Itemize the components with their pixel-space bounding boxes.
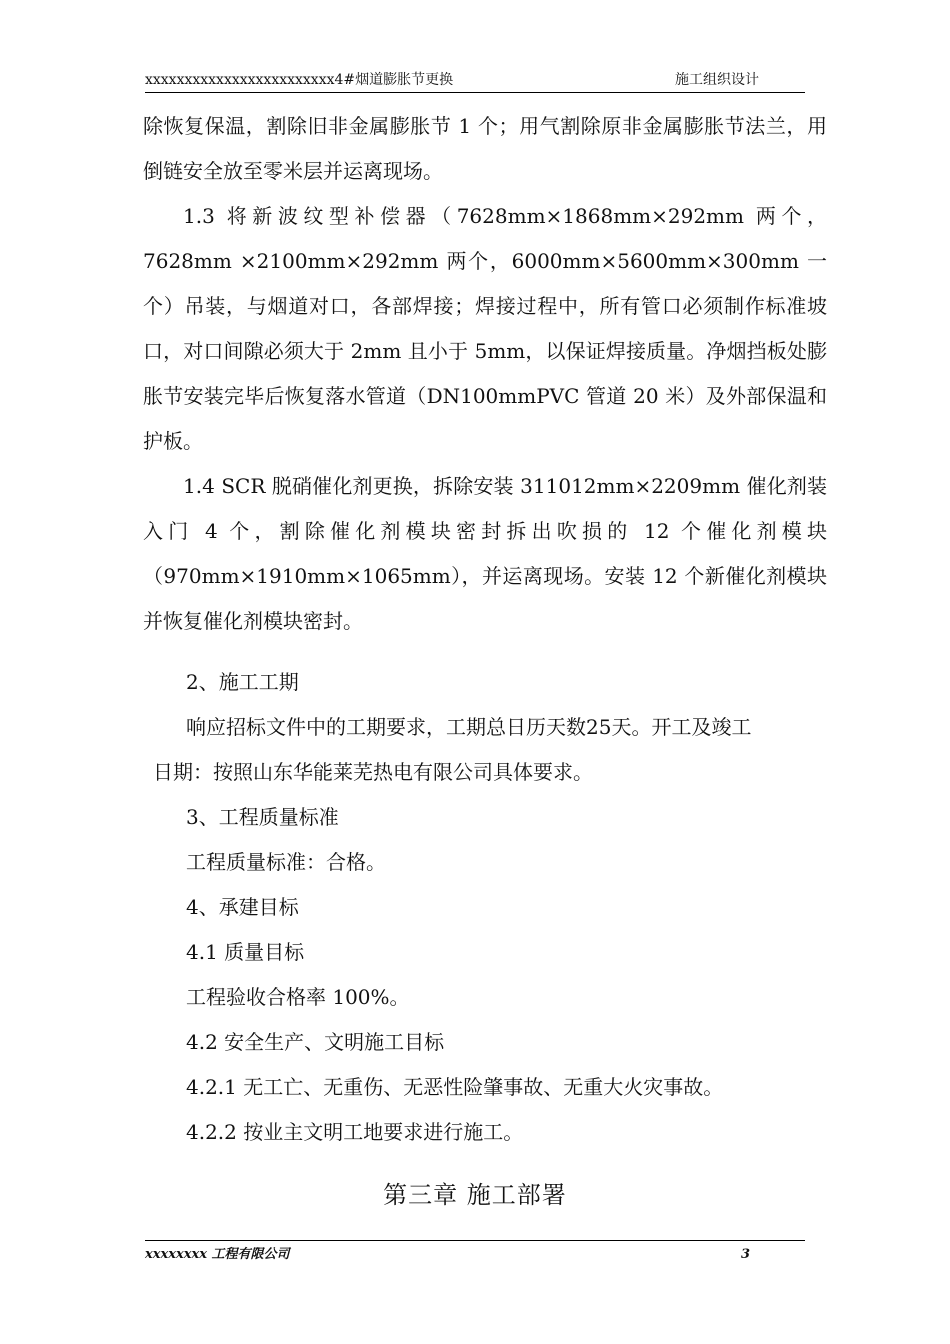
paragraph-continuation: 除恢复保温，割除旧非金属膨胀节 1 个；用气割除原非金属膨胀节法兰，用倒链安全放至零米层并运离现场。 — [143, 114, 827, 183]
paragraph-gap — [143, 644, 827, 660]
chapter-title: 第三章 施工部署 — [383, 1181, 567, 1209]
footer-divider — [145, 1240, 805, 1241]
section-4-2-heading: 4.2 安全生产、文明施工目标 — [186, 1030, 445, 1054]
section-4-1-text: 工程验收合格率 100%。 — [186, 985, 410, 1009]
section-2-heading: 2、施工工期 — [186, 670, 299, 694]
section-4-2-2-text: 4.2.2 按业主文明工地要求进行施工。 — [186, 1120, 524, 1144]
section-3-heading: 3、工程质量标准 — [186, 805, 339, 829]
paragraph-1-4: 1.4 SCR 脱硝催化剂更换，拆除安装 311012mm×2209mm 催化剂装入门 4 个，割除催化剂模块密封拆出吹损的 12 个催化剂模块（970mm×1910mm×1065mm），并运离现场。安装 12 个新催化剂模块并恢复催化剂模块密封。 — [143, 474, 827, 633]
section-4-1-heading: 4.1 质量目标 — [186, 940, 305, 964]
footer-company-name: xxxxxxxx 工程有限公司 — [145, 1247, 290, 1262]
section-4-2-1-text: 4.2.1 无工亡、无重伤、无恶性险肇事故、无重大火灾事故。 — [186, 1075, 724, 1099]
page-header — [145, 68, 805, 92]
section-2-text-line-1: 响应招标文件中的工期要求，工期总日历天数25天。开工及竣工 — [186, 715, 752, 739]
section-2-text-line-2: 日期：按照山东华能莱芜热电有限公司具体要求。 — [153, 760, 593, 784]
header-divider — [145, 92, 805, 93]
header-document-title: xxxxxxxxxxxxxxxxxxxxxxxx4#烟道膨胀节更换 — [145, 72, 454, 88]
page-footer — [145, 1243, 805, 1267]
page-body — [143, 104, 827, 1155]
section-3-text: 工程质量标准：合格。 — [186, 850, 386, 874]
header-document-type: 施工组织设计 — [675, 72, 759, 88]
section-4-heading: 4、承建目标 — [186, 895, 299, 919]
page-number: 3 — [741, 1247, 751, 1262]
paragraph-1-3: 1.3 将新波纹型补偿器（7628mm×1868mm×292mm 两个，7628mm ×2100mm×292mm 两个，6000mm×5600mm×300mm 一个）吊装，与烟道对口，各部焊接；焊接过程中，所有管口必须制作标准坡口，对口间隙必须大于 2mm 且小于 5mm，以保证焊接质量。净烟挡板处膨胀节安装完毕后恢复落水管道（DN100mmPVC 管道 20 米）及外部保温和护板。 — [143, 204, 827, 453]
